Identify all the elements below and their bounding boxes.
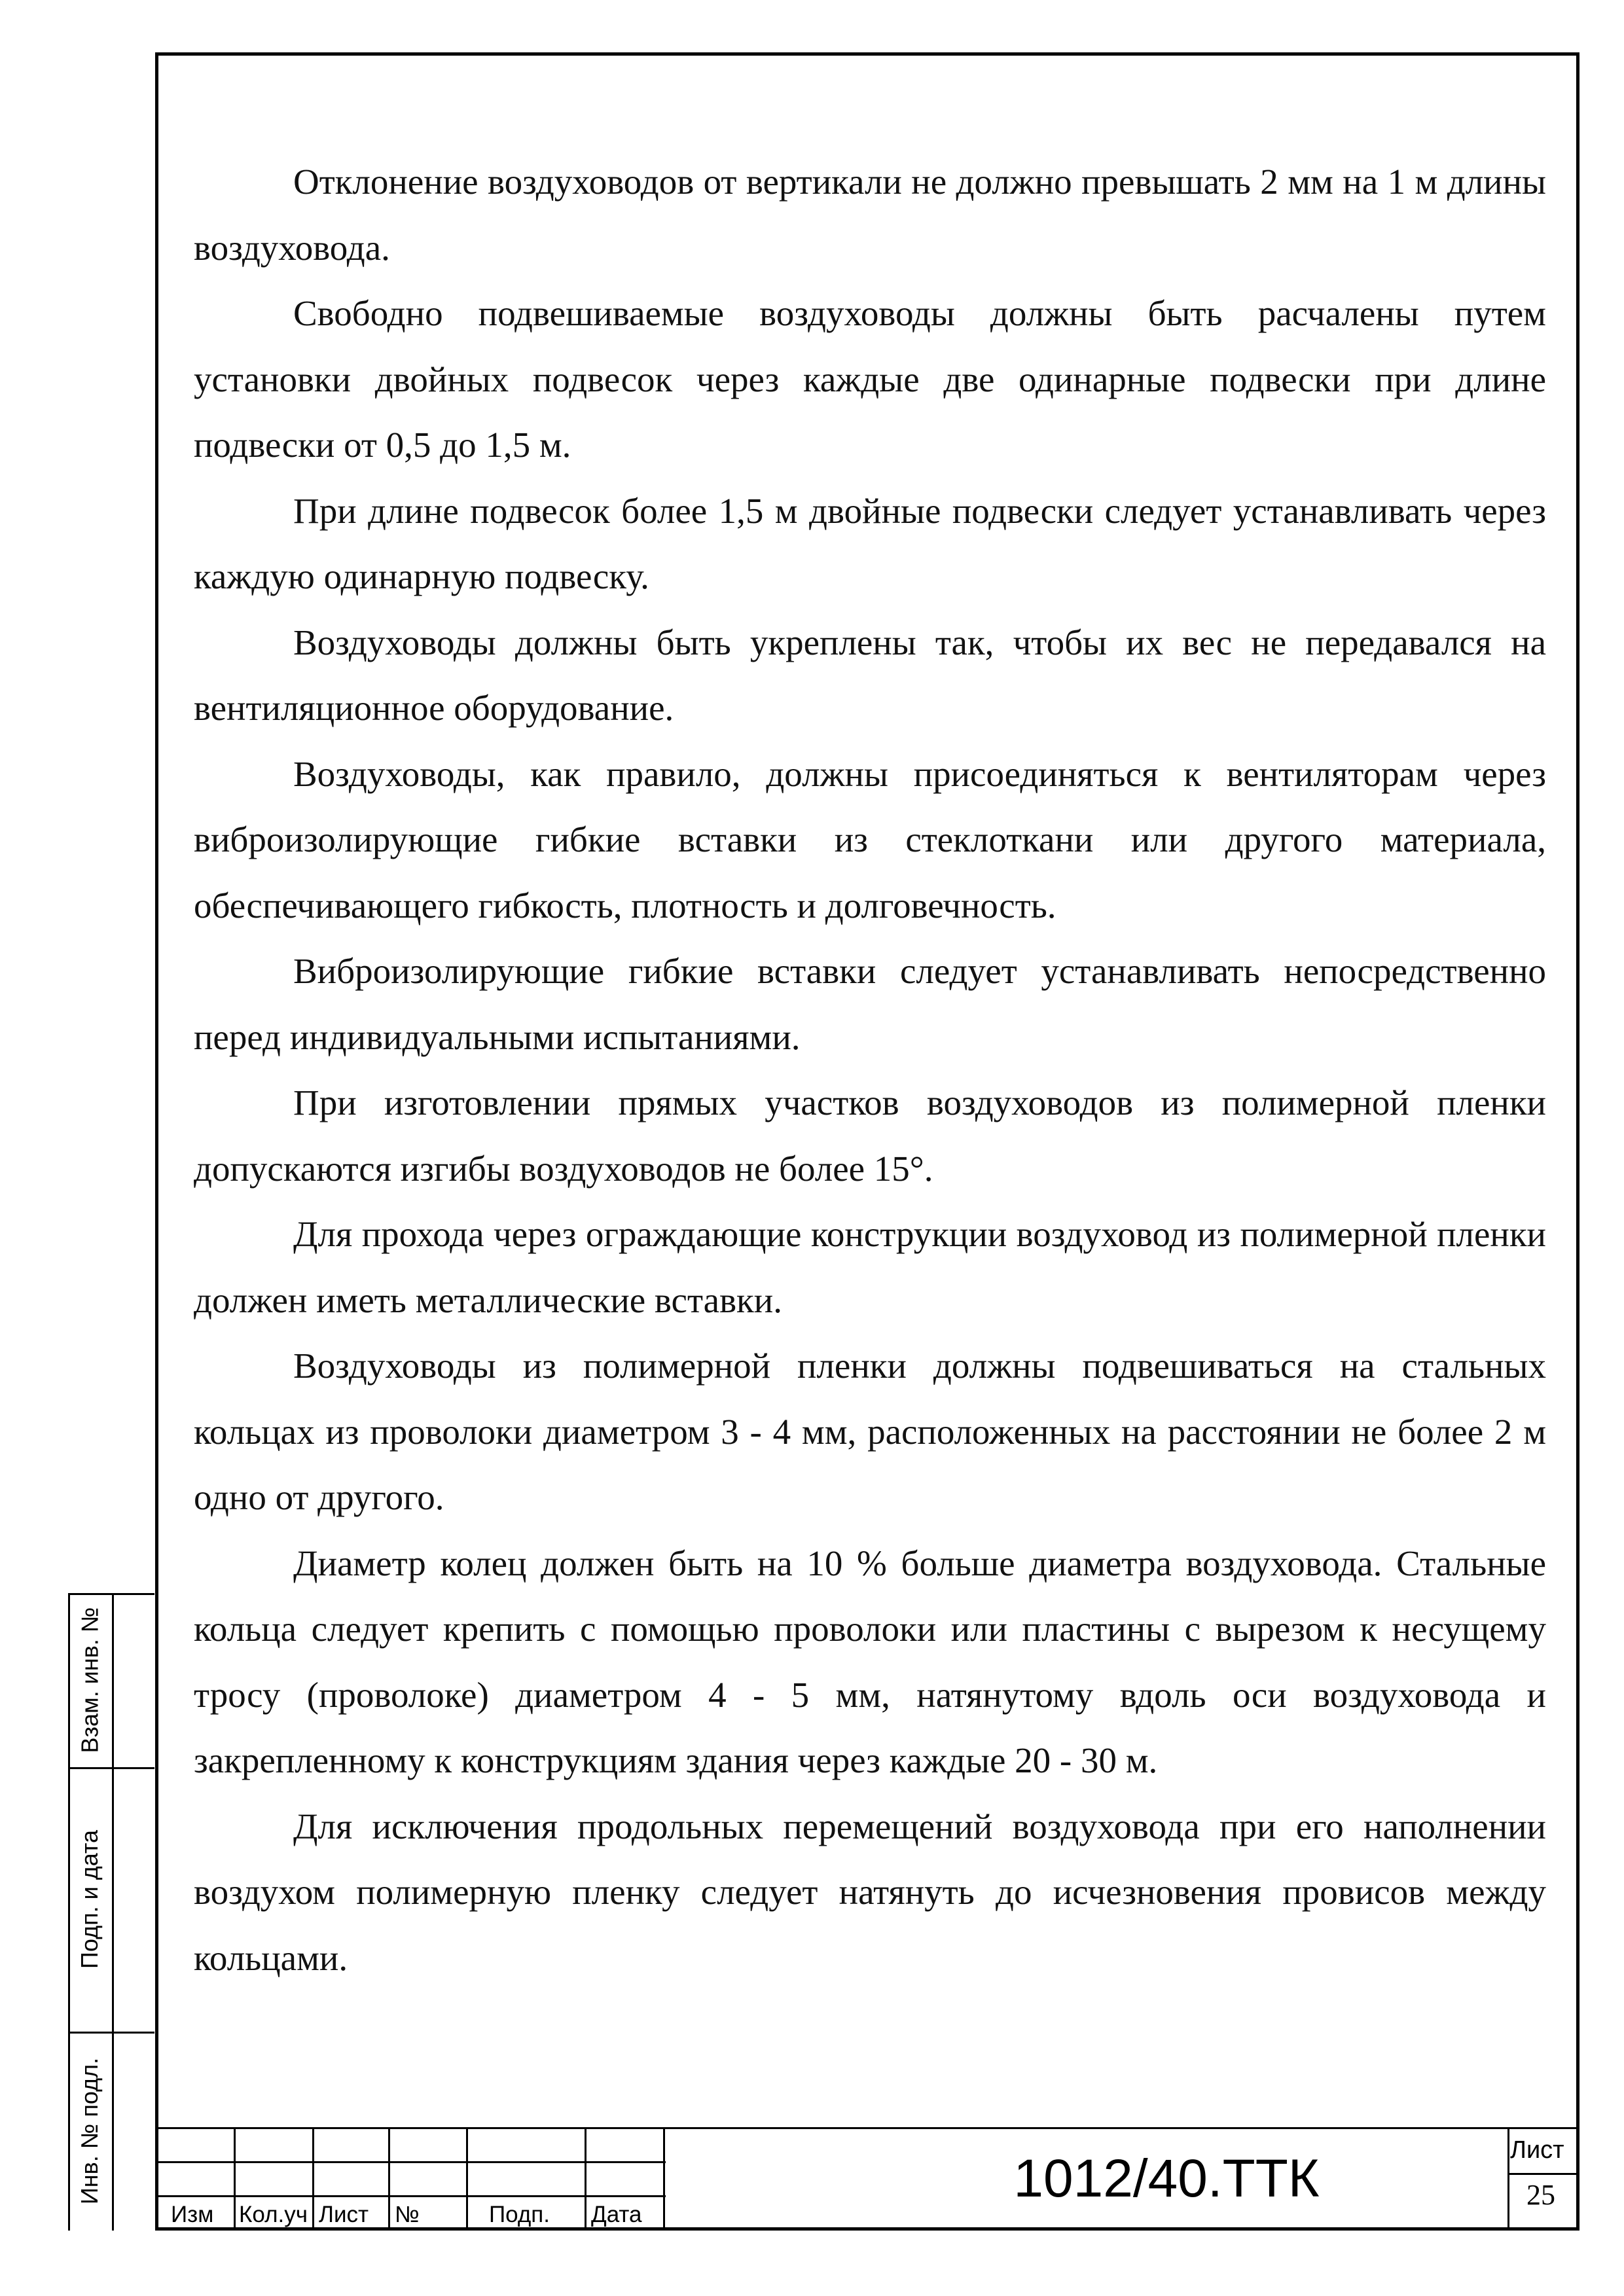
side-stamp <box>68 1593 154 2231</box>
side-stamp-divider <box>112 1593 114 2231</box>
title-block <box>155 2127 1579 2231</box>
side-stamp-inv: Инв. № подл. <box>76 2057 103 2205</box>
header-number: № <box>395 2202 420 2227</box>
title-block-line <box>155 2161 666 2163</box>
header-izm: Изм <box>171 2202 214 2227</box>
paragraph: При изготовлении прямых участков воздуховодов из полимерной пленки допускаются изгибы воздуховодов не более 15°. <box>194 1083 1546 1189</box>
title-block-line <box>234 2127 236 2231</box>
document-body <box>194 149 1546 1991</box>
header-podp: Подп. <box>489 2202 550 2227</box>
header-kol-uch: Кол.уч <box>239 2202 308 2227</box>
title-block-line <box>585 2127 586 2231</box>
header-data: Дата <box>591 2202 642 2227</box>
title-block-line <box>663 2127 665 2231</box>
header-list: Лист <box>319 2202 369 2227</box>
paragraph: Воздуховоды из полимерной пленки должны подвешиваться на стальных кольцах из проволоки диаметром 3 - 4 мм, расположенных на расстоянии не более 2 м одно от другого. <box>194 1346 1546 1517</box>
paragraph: Для прохода через ограждающие конструкции воздуховод из полимерной пленки должен иметь металлические вставки. <box>194 1214 1546 1320</box>
sheet-number: 25 <box>1526 2179 1555 2211</box>
sheet-label: Лист <box>1510 2136 1564 2164</box>
paragraph: Воздуховоды, как правило, должны присоединяться к вентиляторам через виброизолирующие гибкие вставки из стеклоткани или другого материала, обеспечивающего гибкость, плотность и долговечность. <box>194 753 1546 925</box>
side-stamp-vzam: Взам. инв. № <box>76 1607 103 1753</box>
title-block-line <box>155 2195 666 2197</box>
document-code: 1012/40.ТТК <box>1013 2149 1320 2208</box>
title-block-line <box>312 2127 314 2231</box>
paragraph: Отклонение воздуховодов от вертикали не должно превышать 2 мм на 1 м длины воздуховода. <box>194 162 1546 268</box>
paragraph: Свободно подвешиваемые воздуховоды должны быть расчалены путем установки двойных подвесок через каждые две одинарные подвески при длине подвески от 0,5 до 1,5 м. <box>194 293 1546 465</box>
paragraph: Виброизолирующие гибкие вставки следует устанавливать непосредственно перед индивидуальными испытаниями. <box>194 951 1546 1057</box>
title-block-line <box>388 2127 390 2231</box>
paragraph: Диаметр колец должен быть на 10 % больше диаметра воздуховода. Стальные кольца следует крепить с помощью проволоки или пластины с вырезом к несущему тросу (проволоке) диаметром 4 - 5 мм, натянутому вдоль оси воздуховода и закрепленному к конструкциям здания через каждые 20 - 30 м. <box>194 1543 1546 1780</box>
paragraph: При длине подвесок более 1,5 м двойные подвески следует устанавливать через каждую одинарную подвеску. <box>194 490 1546 596</box>
title-block-line <box>466 2127 468 2231</box>
paragraph: Воздуховоды должны быть укреплены так, чтобы их вес не передавался на вентиляционное оборудование. <box>194 622 1546 728</box>
paragraph: Для исключения продольных перемещений воздуховода при его наполнении воздухом полимерную пленку следует натянуть до исчезновения провисов между кольцами. <box>194 1806 1546 1978</box>
side-stamp-podp: Подп. и дата <box>76 1829 103 1969</box>
